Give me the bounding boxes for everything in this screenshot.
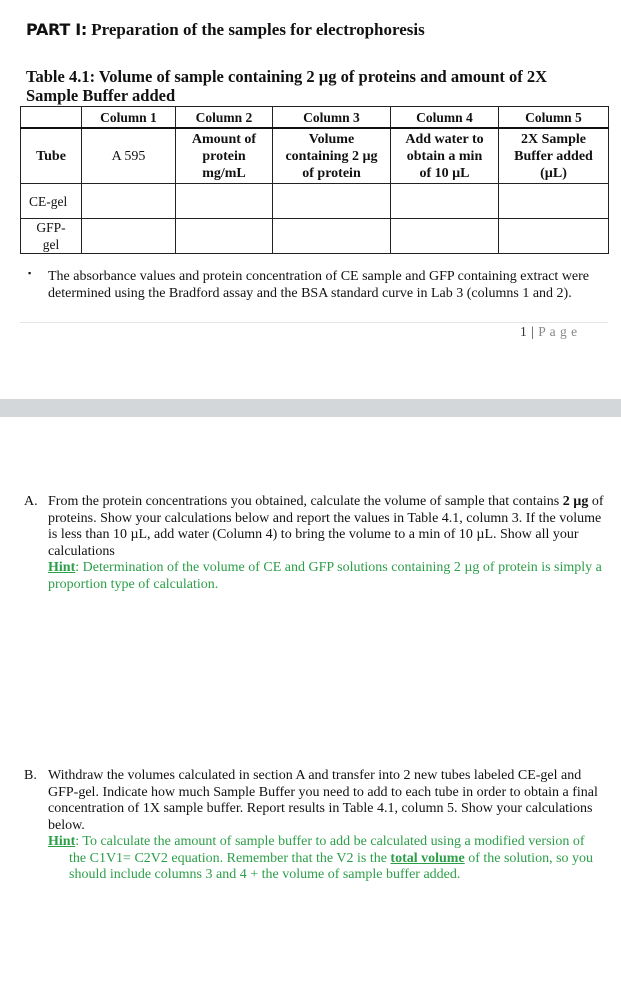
subheader-text: containing 2 µg [285,148,378,164]
subheader-water [391,128,499,184]
row-label-gfp-gel [21,219,82,254]
table-cell [273,184,391,219]
assay-note: The absorbance values and protein concentration of CE sample and GFP containing extract were determined using the Bradford assay and the BSA standard curve in Lab 3 (columns 1 and 2). [48,269,590,301]
page-one [0,0,621,398]
subheader-text: of protein [302,165,361,181]
column-header-3: Column 3 [273,107,391,129]
table-row [21,219,609,254]
question-a [24,494,609,593]
subheader-text: Add water to [405,131,484,147]
table-cell [391,219,499,254]
sample-volume-table [20,106,609,254]
table-title: Table 4.1: Volume of sample containing 2 µg of proteins and amount of 2X Sample Buffer added [26,67,548,105]
hint-label: Hint [48,834,76,849]
question-a-hint [48,560,609,593]
subheader-text: protein [202,148,246,164]
subheader-protein-amount [176,128,273,184]
table-cell [176,219,273,254]
table-cell [176,184,273,219]
column-header-empty [21,107,82,129]
column-header-2: Column 2 [176,107,273,129]
question-a-letter: A. [24,494,38,509]
subheader-text: Volume [308,131,355,147]
hint-text: the C1V1= C2V2 equation. Remember that the V2 is the [69,850,391,866]
column-header-1: Column 1 [82,107,176,129]
footer-divider [20,322,608,323]
part-title-lead: PART I: [26,20,87,39]
question-a-text [48,494,609,560]
subheader-a595: A 595 [82,128,176,184]
column-header-5: Column 5 [499,107,609,129]
subheader-text: obtain a min [406,148,483,164]
question-b-letter: B. [24,768,37,783]
table-cell [499,219,609,254]
hint-continuation [48,851,609,884]
part-title-text: Preparation of the samples for electrophoresis [91,20,425,39]
subheader-tube: Tube [21,128,82,184]
part-title [26,20,425,40]
page-number-separator: | [527,324,539,339]
hint-text: : Determination of the volume of CE and GFP solutions containing 2 µg of protein is simply a proportion type of calculation. [48,560,602,592]
table-cell [82,219,176,254]
hint-text: : To calculate the amount of sample buffer to add be calculated using a modified version of [75,834,585,849]
subheader-text: mg/mL [202,165,246,181]
subheader-text: 2X Sample [521,131,586,147]
subheader-row [21,128,609,184]
question-b-text: Withdraw the volumes calculated in section A and transfer into 2 new tubes labeled CE-gel and GFP-gel. Indicate how much Sample Buffer you need to add to each tube in order to obtain a final concentration of 1X sample buffer. Report results in Table 4.1, column 5. Show your calculations below. [48,768,598,833]
page-number [520,324,578,340]
row-label-text: GFP- [36,220,66,235]
row-label-ce-gel: CE-gel [21,184,82,219]
hint-text: of the solution, so you should include columns 3 and 4 + the volume of sample buffer added. [69,850,594,882]
subheader-sample-buffer [499,128,609,184]
table-cell [391,184,499,219]
table-cell [273,219,391,254]
page-number-value: 1 [520,324,528,339]
subheader-volume [273,128,391,184]
total-volume-emphasis: total volume [390,850,465,866]
column-header-4: Column 4 [391,107,499,129]
table-cell [82,184,176,219]
page-separator [0,399,621,417]
square-bullet-icon: ▪ [28,268,32,278]
question-a-amount: 2 µg [562,494,589,509]
hint-label: Hint [48,560,76,575]
page-number-label: P a g e [538,324,578,339]
table-cell [499,184,609,219]
subheader-text: of 10 µL [419,165,470,181]
question-b [24,768,609,884]
column-header-row [21,107,609,129]
subheader-text: Buffer added [514,148,593,164]
question-b-hint [48,834,609,884]
question-a-body-rest: of proteins. Show your calculations below and report the values in Table 4.1, column 3. If the volume is less than 10 µL, add water (Column 4) to bring the volume to a min of 10 µL. Show all your calculations [48,494,604,559]
subheader-text: (µL) [540,165,567,181]
question-a-body: From the protein concentrations you obtained, calculate the volume of sample that contains [48,494,563,509]
table-row [21,184,609,219]
subheader-text: Amount of [191,131,257,147]
row-label-text: gel [42,237,60,252]
